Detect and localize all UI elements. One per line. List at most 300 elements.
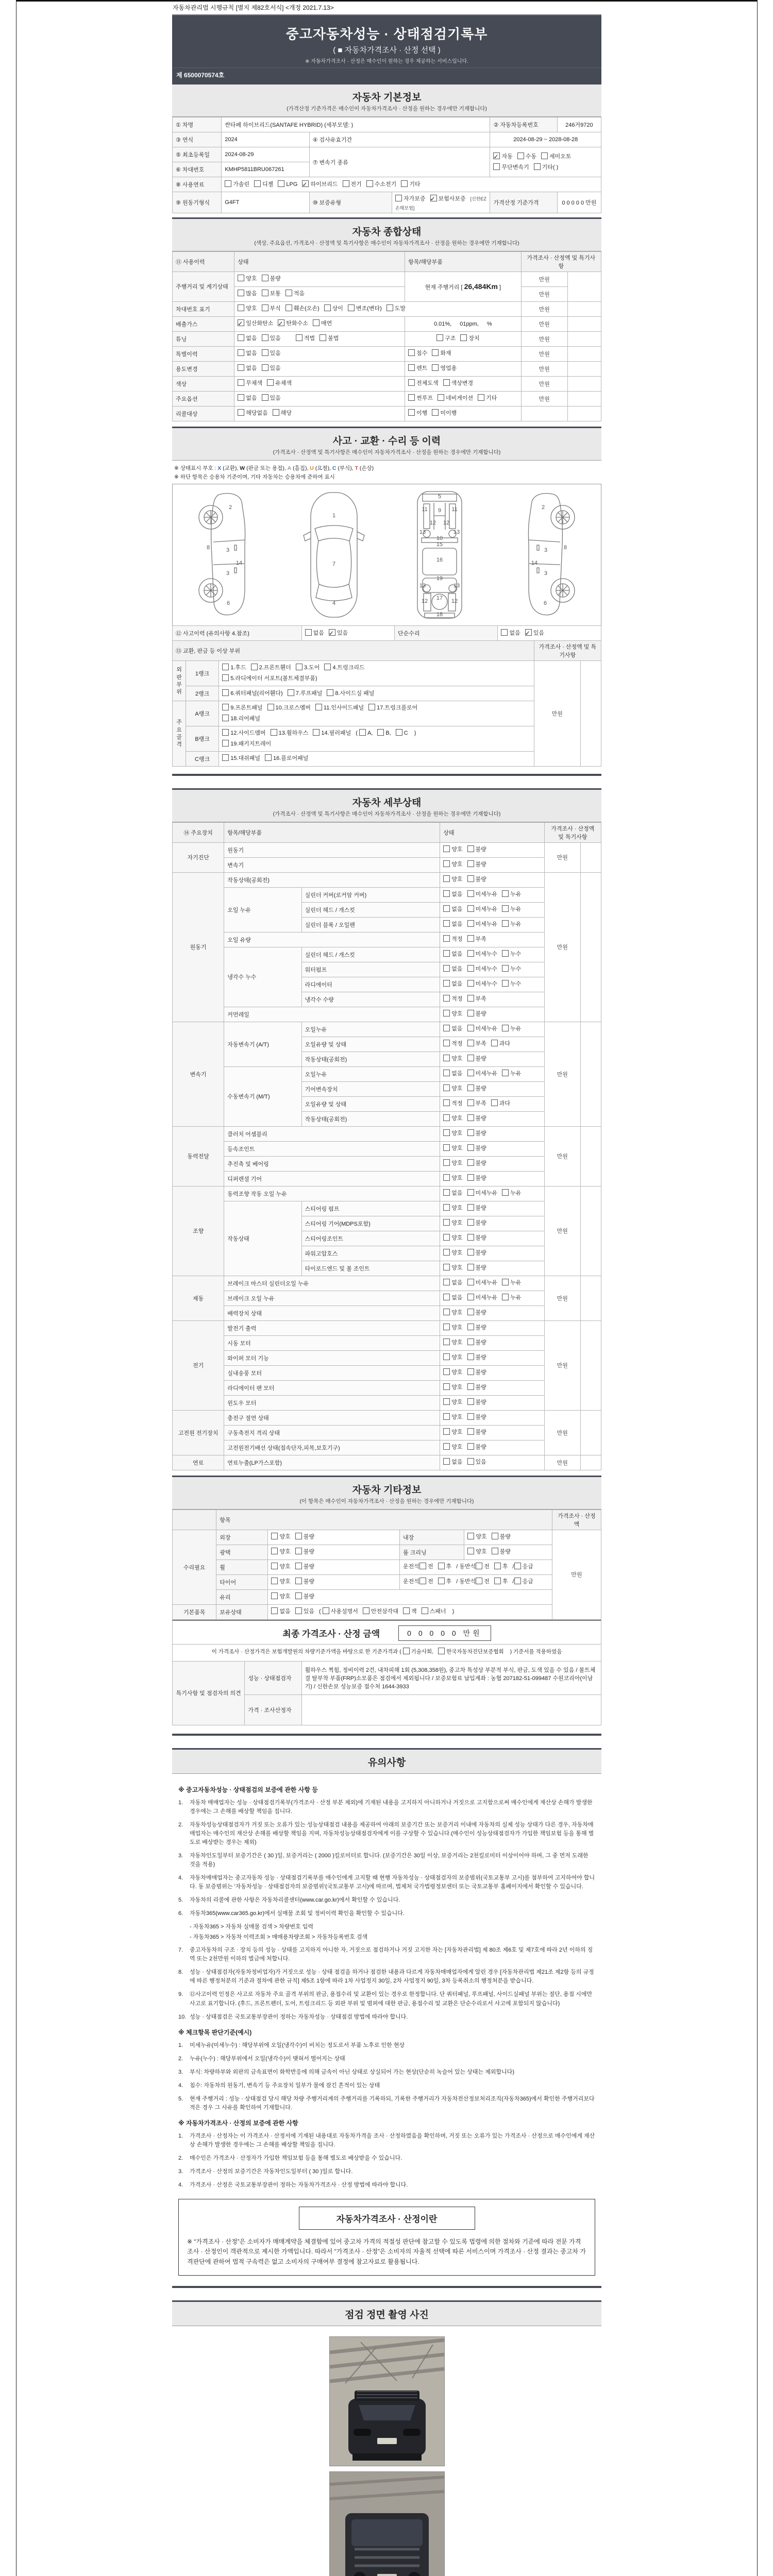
checkbox[interactable]: [271, 1578, 278, 1584]
checkbox[interactable]: [238, 349, 244, 356]
checkbox[interactable]: [467, 860, 474, 867]
checkbox[interactable]: [443, 1144, 450, 1151]
label-cell: 실린더 헤드 / 개스킷: [301, 947, 440, 962]
checkbox[interactable]: [302, 180, 309, 187]
checkbox[interactable]: [443, 980, 450, 987]
option-없음: [443, 1293, 462, 1303]
checkbox[interactable]: [467, 1204, 474, 1211]
option-양호: [271, 1577, 290, 1587]
checkbox[interactable]: [295, 1592, 302, 1599]
label-cell: 고전원전기배선 상태(접속단자,피복,보호기구): [224, 1440, 440, 1455]
checkbox[interactable]: [443, 1159, 450, 1166]
cell: 만원: [544, 1455, 580, 1470]
checkbox[interactable]: [443, 1294, 450, 1300]
checkbox[interactable]: [443, 1129, 450, 1136]
checkbox[interactable]: [467, 1159, 474, 1166]
checkbox[interactable]: [262, 394, 268, 401]
label-cell: 윈도우 모터: [224, 1395, 440, 1410]
checkbox[interactable]: [386, 304, 393, 311]
checkbox[interactable]: [324, 664, 331, 670]
checkbox[interactable]: [443, 1025, 450, 1031]
checkbox[interactable]: [493, 163, 500, 170]
checkbox[interactable]: [401, 180, 408, 187]
checkbox[interactable]: [320, 334, 326, 341]
checkbox[interactable]: [467, 1294, 474, 1300]
checkbox[interactable]: [514, 1563, 521, 1569]
checkbox[interactable]: [238, 364, 244, 371]
checkbox[interactable]: [348, 304, 355, 311]
checkbox[interactable]: [443, 1189, 450, 1196]
checkbox[interactable]: [271, 1548, 278, 1554]
checkbox[interactable]: [443, 1383, 450, 1390]
checkbox[interactable]: [430, 195, 437, 201]
checkbox[interactable]: [502, 950, 509, 957]
checkbox[interactable]: [467, 1234, 474, 1241]
option-label: 부족: [475, 1100, 486, 1107]
checkbox[interactable]: [436, 334, 443, 341]
checkbox[interactable]: [403, 1607, 410, 1614]
checkbox[interactable]: [502, 890, 509, 897]
checkbox[interactable]: [443, 1458, 450, 1465]
checkbox[interactable]: [443, 1338, 450, 1345]
checkbox[interactable]: [265, 754, 272, 761]
checkbox[interactable]: [222, 729, 229, 736]
checkbox[interactable]: [313, 729, 320, 736]
checkbox[interactable]: [262, 349, 268, 356]
checkbox[interactable]: [315, 704, 322, 710]
checkbox[interactable]: [467, 1533, 474, 1539]
checkbox[interactable]: [285, 304, 292, 311]
option-3.도어: [296, 663, 320, 673]
checkbox[interactable]: [408, 409, 415, 416]
checkbox[interactable]: [395, 195, 402, 201]
checkbox[interactable]: [467, 1070, 474, 1076]
option-label: 불량: [475, 1340, 486, 1346]
svg-text:13: 13: [453, 529, 460, 536]
checkbox[interactable]: [443, 965, 450, 972]
option-양호: [443, 1128, 462, 1139]
checkbox[interactable]: [262, 275, 268, 281]
checkbox[interactable]: [502, 1189, 509, 1196]
checkbox[interactable]: [329, 629, 335, 636]
label-cell: 오일유량 및 상태: [301, 1037, 440, 1052]
checkbox[interactable]: [443, 1264, 450, 1270]
checkbox[interactable]: [467, 1338, 474, 1345]
cell: [440, 1276, 544, 1291]
label-cell: 차대번호 표기: [173, 301, 234, 316]
option-label: 미세누수: [475, 951, 498, 958]
cell: [234, 376, 405, 391]
exchange-repair-table: [172, 640, 601, 766]
label-cell: 변속기: [173, 1022, 224, 1126]
checkbox[interactable]: [262, 304, 268, 311]
checkbox[interactable]: [368, 704, 375, 710]
checkbox[interactable]: [534, 163, 541, 170]
checkbox[interactable]: [467, 905, 474, 912]
checkbox[interactable]: [443, 920, 450, 927]
option-있음: [262, 348, 281, 359]
final-price-label: 최종 가격조사 · 산정 금액: [282, 1629, 380, 1639]
checkbox[interactable]: [443, 1413, 450, 1420]
checkbox[interactable]: [467, 995, 474, 1002]
label-cell: 연료: [173, 1455, 224, 1470]
option-해당: [273, 408, 292, 419]
option-label: 16.플로어패널: [273, 755, 309, 762]
checkbox[interactable]: [273, 409, 279, 416]
checkbox[interactable]: [222, 740, 229, 747]
checkbox[interactable]: [502, 965, 509, 972]
checkbox[interactable]: [443, 379, 450, 386]
checkbox[interactable]: [438, 394, 444, 401]
checkbox[interactable]: [254, 180, 261, 187]
checkbox[interactable]: [541, 152, 548, 159]
checkbox[interactable]: [408, 364, 415, 371]
option-label: 침수: [416, 350, 428, 357]
checkbox[interactable]: [222, 689, 229, 696]
svg-text:13: 13: [419, 583, 426, 589]
checkbox[interactable]: [438, 1578, 445, 1584]
checkbox[interactable]: [296, 334, 303, 341]
checkbox[interactable]: [467, 1428, 474, 1435]
checkbox[interactable]: [467, 1189, 474, 1196]
checkbox[interactable]: [494, 1563, 501, 1569]
option-label: A,: [367, 730, 373, 737]
option-label: 누유: [510, 1026, 522, 1032]
checkbox[interactable]: [262, 290, 268, 296]
cell: [234, 331, 405, 346]
option-label: 적정: [451, 936, 463, 943]
checkbox[interactable]: [443, 1443, 450, 1450]
checkbox[interactable]: [419, 1563, 426, 1569]
option-label: 불량: [303, 1579, 314, 1585]
checkbox[interactable]: [419, 1578, 426, 1584]
option-label: 없음: [279, 1608, 291, 1615]
option-누유: [502, 1293, 521, 1303]
checkbox[interactable]: [502, 1294, 509, 1300]
checkbox[interactable]: [443, 875, 450, 882]
checkbox[interactable]: [467, 1443, 474, 1450]
checkbox[interactable]: [443, 950, 450, 957]
checkbox[interactable]: [296, 664, 303, 670]
checkbox[interactable]: [238, 379, 244, 386]
checkbox[interactable]: [467, 1324, 474, 1330]
checkbox[interactable]: [467, 875, 474, 882]
label-cell: 원동기: [224, 842, 440, 857]
cell: [521, 406, 567, 421]
checkbox[interactable]: [443, 845, 450, 852]
checkbox[interactable]: [467, 965, 474, 972]
checkbox[interactable]: [502, 1025, 509, 1031]
option-미세누유: [467, 1024, 498, 1035]
page-subtitle: ( ■ 자동차가격조사 · 산정 선택 ): [333, 46, 441, 55]
checkbox[interactable]: [327, 689, 333, 696]
checkbox[interactable]: [222, 715, 229, 721]
checkbox[interactable]: [443, 1174, 450, 1181]
checkbox[interactable]: [443, 1040, 450, 1046]
checkbox[interactable]: [467, 935, 474, 942]
checkbox[interactable]: [502, 1279, 509, 1285]
checkbox[interactable]: [271, 1533, 278, 1539]
checkbox[interactable]: [467, 1249, 474, 1256]
checkbox[interactable]: [443, 1010, 450, 1016]
checkbox[interactable]: [467, 1040, 474, 1046]
checkbox[interactable]: [403, 1648, 410, 1654]
svg-text:9: 9: [438, 507, 442, 514]
checkbox[interactable]: [323, 1607, 329, 1614]
option-label: 수동: [525, 153, 536, 160]
option-미세누유: [467, 1188, 498, 1199]
checkbox[interactable]: [467, 1353, 474, 1360]
cell: KMHP5811BRU067261: [222, 162, 309, 177]
checkbox[interactable]: [359, 729, 366, 736]
option-label: 없음: [451, 1295, 463, 1301]
checkbox[interactable]: [222, 674, 229, 681]
option-label: 전: [484, 1579, 490, 1585]
option-양호: [443, 1143, 462, 1154]
checkbox[interactable]: [422, 1607, 428, 1614]
cell: [490, 147, 601, 177]
checkbox[interactable]: [443, 1324, 450, 1330]
option-양호: [443, 1427, 462, 1438]
checkbox[interactable]: [285, 290, 292, 296]
checkbox[interactable]: [467, 1398, 474, 1405]
option-있음: [329, 628, 348, 639]
label-cell: 가격산정 기준가격: [490, 192, 557, 213]
checkbox[interactable]: [438, 1648, 445, 1654]
checkbox[interactable]: [324, 304, 331, 311]
checkbox[interactable]: [305, 629, 312, 636]
checkbox[interactable]: [467, 1548, 474, 1554]
checkbox[interactable]: [443, 1368, 450, 1375]
checkbox[interactable]: [501, 629, 508, 636]
checkbox[interactable]: [467, 950, 474, 957]
cell: [301, 1694, 601, 1725]
checkbox[interactable]: [467, 1129, 474, 1136]
svg-text:7: 7: [332, 561, 335, 568]
checkbox[interactable]: [467, 890, 474, 897]
cell: 만원: [521, 301, 567, 316]
checkbox[interactable]: [502, 905, 509, 912]
checkbox[interactable]: [222, 664, 229, 670]
option-렌트: [408, 363, 427, 374]
option-불량: [467, 1218, 486, 1229]
option-label: 3.도어: [304, 665, 320, 671]
checkbox[interactable]: [443, 1055, 450, 1061]
checkbox[interactable]: [443, 905, 450, 912]
checkbox[interactable]: [262, 364, 268, 371]
checkbox[interactable]: [517, 152, 524, 159]
option-label: 전: [427, 1564, 433, 1570]
checkbox[interactable]: [271, 1607, 278, 1614]
checkbox[interactable]: [467, 920, 474, 927]
checkbox[interactable]: [467, 1413, 474, 1420]
checkbox[interactable]: [432, 349, 439, 356]
option-양호: [238, 303, 257, 314]
checkbox[interactable]: [366, 180, 373, 187]
checkbox[interactable]: [493, 152, 500, 159]
checkbox[interactable]: [460, 334, 467, 341]
label-cell: 자동변속기 (A/T): [224, 1022, 301, 1066]
option-미세누수: [467, 949, 498, 960]
checkbox[interactable]: [443, 890, 450, 897]
checkbox[interactable]: [494, 1578, 501, 1584]
checkbox[interactable]: [295, 1563, 302, 1569]
checkbox[interactable]: [267, 379, 274, 386]
checkbox[interactable]: [271, 1592, 278, 1599]
option-label: 양호: [451, 1205, 463, 1212]
section-note: (색상, 주요옵션, 가격조사 · 산정액 및 특기사항은 매수인이 자동차가격조사 · 산정을 원하는 경우에만 기재합니다): [254, 240, 519, 246]
checkbox[interactable]: [443, 1249, 450, 1256]
legend-line-2: ※ 하단 항목은 승용차 기준이며, 기타 자동차는 승용차에 준하여 표시: [174, 473, 335, 480]
checkbox[interactable]: [271, 729, 277, 736]
checkbox[interactable]: [408, 379, 415, 386]
option-양호: [271, 1562, 290, 1572]
price-definition-box: [178, 2199, 595, 2276]
checkbox[interactable]: [271, 1563, 278, 1569]
checkbox[interactable]: [443, 1309, 450, 1315]
checkbox[interactable]: [443, 1084, 450, 1091]
cell: [567, 406, 601, 421]
checkbox[interactable]: [278, 319, 284, 326]
checkbox[interactable]: [288, 689, 294, 696]
checkbox[interactable]: [443, 1219, 450, 1226]
checkbox[interactable]: [467, 1025, 474, 1031]
checkbox[interactable]: [238, 334, 244, 341]
cell: [234, 286, 405, 301]
option-불량: [467, 1427, 486, 1438]
label-cell: 실린더 블록 / 오일팬: [301, 917, 440, 932]
checkbox[interactable]: [222, 754, 229, 761]
checkbox[interactable]: [476, 1563, 482, 1569]
checkbox[interactable]: [467, 1099, 474, 1106]
checkbox[interactable]: [467, 1264, 474, 1270]
checkbox[interactable]: [467, 980, 474, 987]
checkbox[interactable]: [313, 319, 320, 326]
checkbox[interactable]: [295, 1607, 302, 1614]
checkbox[interactable]: [238, 275, 244, 281]
checkbox[interactable]: [343, 180, 349, 187]
checkbox[interactable]: [492, 1533, 498, 1539]
checkbox[interactable]: [363, 1607, 369, 1614]
checkbox[interactable]: [502, 920, 509, 927]
notice-item: 10. 성능 · 상태점검은 국토교통부장관이 정하는 자동차성능 · 상태점검 방법에 따라야 합니다.: [178, 2013, 408, 2020]
checkbox[interactable]: [295, 1533, 302, 1539]
checkbox[interactable]: [467, 1174, 474, 1181]
option-label: 6.쿼터패널(리어휀다): [230, 690, 283, 697]
checkbox[interactable]: [502, 1070, 509, 1076]
option-label: 부족: [475, 1041, 486, 1047]
option-label: 불량: [475, 1220, 486, 1227]
checkbox[interactable]: [438, 1563, 445, 1569]
checkbox[interactable]: [295, 1548, 302, 1554]
checkbox[interactable]: [432, 364, 439, 371]
checkbox[interactable]: [408, 394, 415, 401]
checkbox[interactable]: [514, 1578, 521, 1584]
checkbox[interactable]: [295, 1578, 302, 1584]
checkbox[interactable]: [491, 1040, 498, 1046]
checkbox[interactable]: [238, 290, 244, 296]
cell: [268, 1589, 552, 1604]
checkbox[interactable]: [238, 409, 244, 416]
option-label: 구조: [445, 335, 456, 342]
checkbox[interactable]: [251, 664, 258, 670]
option-label: 안전삼각대: [371, 1608, 398, 1615]
notice-item: 1. 미세누유(미세누수) : 해당부위에 오일(냉각수)이 비치는 정도로서 부품 노후로 인한 현상: [178, 2042, 405, 2048]
checkbox[interactable]: [225, 180, 231, 187]
checkbox[interactable]: [491, 1099, 498, 1106]
option-자가보증: [395, 194, 426, 205]
checkbox[interactable]: [443, 1353, 450, 1360]
checkbox[interactable]: [238, 319, 244, 326]
checkbox[interactable]: [467, 1055, 474, 1061]
checkbox[interactable]: [467, 1114, 474, 1121]
option-양호: [443, 874, 462, 885]
cell: [405, 376, 522, 391]
checkbox[interactable]: [238, 394, 244, 401]
checkbox[interactable]: [467, 1368, 474, 1375]
checkbox[interactable]: [443, 1204, 450, 1211]
checkbox[interactable]: [467, 1279, 474, 1285]
checkbox[interactable]: [443, 1234, 450, 1241]
option-label: 양호: [451, 1175, 463, 1182]
checkbox[interactable]: [443, 860, 450, 867]
checkbox[interactable]: [467, 1144, 474, 1151]
cell: [234, 301, 521, 316]
checkbox[interactable]: [467, 845, 474, 852]
checkbox[interactable]: [443, 1428, 450, 1435]
checkbox[interactable]: [443, 935, 450, 942]
option-부족: [467, 1098, 486, 1109]
checkbox[interactable]: [262, 334, 268, 341]
checkbox[interactable]: [443, 1099, 450, 1106]
option-불량: [467, 1323, 486, 1333]
option-label: 양호: [451, 1414, 463, 1421]
checkbox[interactable]: [467, 1383, 474, 1390]
checkbox[interactable]: [467, 1458, 474, 1465]
checkbox[interactable]: [467, 1309, 474, 1315]
option-후: [438, 1562, 452, 1572]
option-label: 훼손(오손): [293, 306, 320, 312]
checkbox[interactable]: [222, 704, 229, 710]
checkbox[interactable]: [432, 409, 439, 416]
checkbox[interactable]: [377, 729, 384, 736]
option-label: 부식: [270, 306, 281, 312]
option-label: 잭: [411, 1608, 417, 1615]
checkbox[interactable]: [492, 1548, 498, 1554]
checkbox[interactable]: [467, 1084, 474, 1091]
checkbox[interactable]: [238, 304, 244, 311]
checkbox[interactable]: [267, 704, 274, 710]
checkbox[interactable]: [467, 1010, 474, 1016]
cell: [405, 406, 522, 421]
checkbox[interactable]: [476, 1578, 482, 1584]
checkbox[interactable]: [502, 980, 509, 987]
checkbox[interactable]: [443, 1398, 450, 1405]
checkbox[interactable]: [478, 394, 484, 401]
checkbox[interactable]: [443, 995, 450, 1002]
checkbox[interactable]: [408, 349, 415, 356]
checkbox[interactable]: [443, 1114, 450, 1121]
checkbox[interactable]: [525, 629, 532, 636]
checkbox[interactable]: [278, 180, 284, 187]
checkbox[interactable]: [467, 1219, 474, 1226]
option-label: 썬루프: [416, 395, 433, 402]
checkbox[interactable]: [443, 1279, 450, 1285]
option-하이브리드: [302, 179, 338, 190]
checkbox[interactable]: [396, 729, 402, 736]
svg-text:18: 18: [436, 612, 443, 618]
checkbox[interactable]: [443, 1070, 450, 1076]
